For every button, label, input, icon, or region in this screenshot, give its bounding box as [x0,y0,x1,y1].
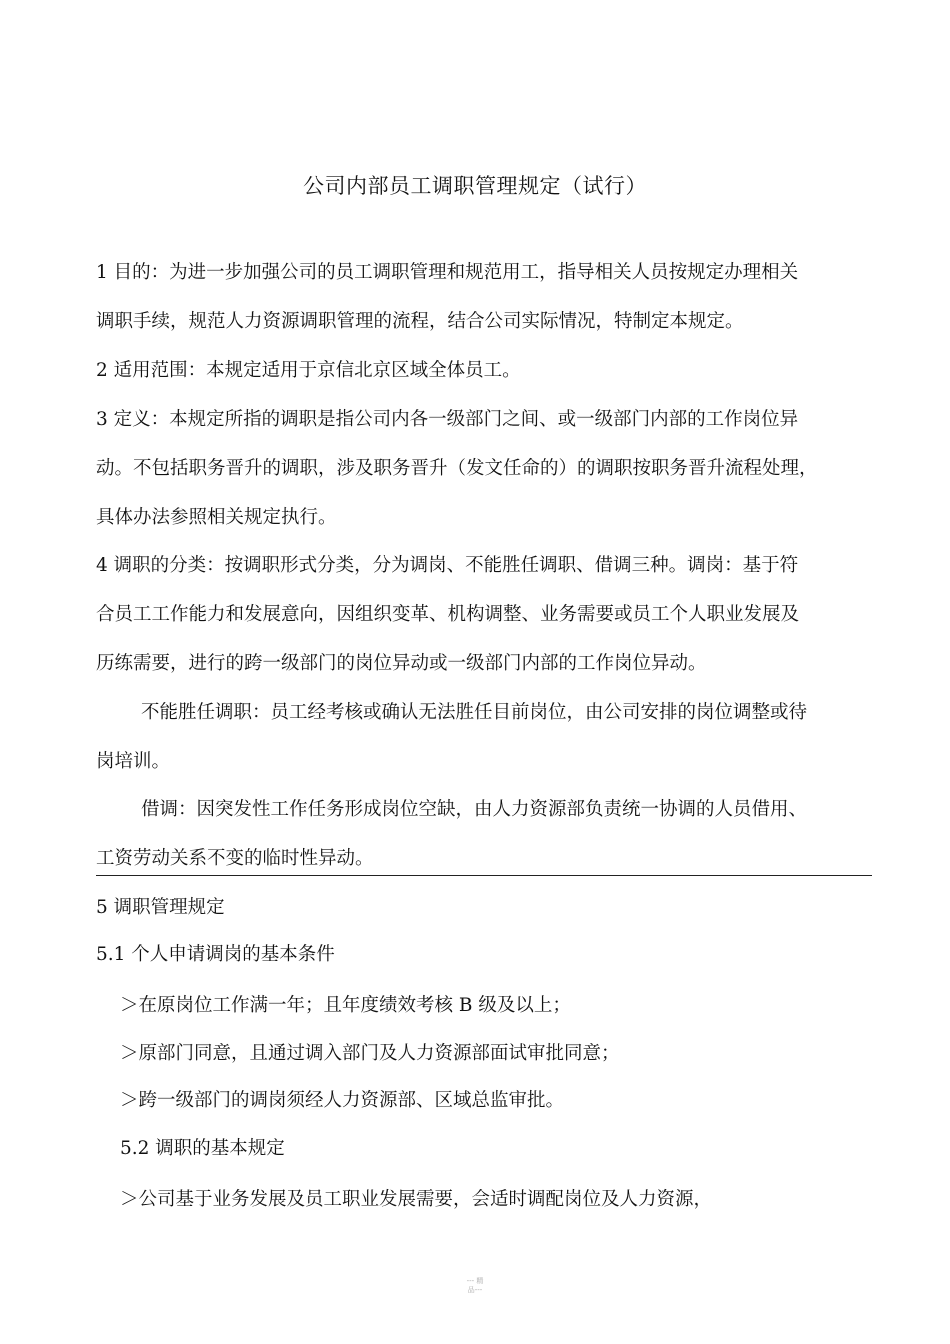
paragraph-line: 合员工工作能力和发展意向，因组织变革、机构调整、业务需要或员工个人职业发展及 [96,604,800,625]
bullet-line: ＞在原岗位工作满一年；且年度绩效考核 B 级及以上； [120,995,571,1016]
horizontal-rule [96,875,872,876]
footer-line: --- 精 [466,1277,484,1285]
paragraph-line: 4 调职的分类：按调职形式分类，分为调岗、不能胜任调职、借调三种。调岗：基于符 [96,555,799,576]
bullet-line: ＞公司基于业务发展及员工职业发展需要，会适时调配岗位及人力资源， [120,1189,713,1210]
paragraph-line: 不能胜任调职：员工经考核或确认无法胜任目前岗位，由公司安排的岗位调整或待 [141,702,808,723]
page-footer [0,1277,950,1295]
paragraph-line: 3 定义：本规定所指的调职是指公司内各一级部门之间、或一级部门内部的工作岗位异 [96,409,799,430]
paragraph-line: 岗培训。 [96,751,171,772]
paragraph-line: 2 适用范围：本规定适用于京信北京区域全体员工。 [96,360,521,381]
paragraph-line: 借调：因突发性工作任务形成岗位空缺，由人力资源部负责统一协调的人员借用、 [141,799,808,820]
bullet-line: ＞跨一级部门的调岗须经人力资源部、区域总监审批。 [120,1090,565,1111]
section-heading: 5.2 调职的基本规定 [120,1138,285,1159]
paragraph-line: 具体办法参照相关规定执行。 [96,507,337,528]
section-heading: 5.1 个人申请调岗的基本条件 [96,944,335,965]
paragraph-line: 调职手续，规范人力资源调职管理的流程，结合公司实际情况，特制定本规定。 [96,311,744,332]
document-title: 公司内部员工调职管理规定（试行） [303,174,647,198]
paragraph-line: 历练需要，进行的跨一级部门的岗位异动或一级部门内部的工作岗位异动。 [96,653,707,674]
paragraph-line: 动。不包括职务晋升的调职，涉及职务晋升（发文任命的）的调职按职务晋升流程处理， [96,458,818,479]
paragraph-line: 工资劳动关系不变的临时性异动。 [96,848,374,869]
section-heading: 5 调职管理规定 [96,897,225,918]
paragraph-line: 1 目的：为进一步加强公司的员工调职管理和规范用工，指导相关人员按规定办理相关 [96,262,799,283]
footer-line: 品--- [467,1286,483,1294]
bullet-line: ＞原部门同意，且通过调入部门及人力资源部面试审批同意； [120,1043,620,1064]
